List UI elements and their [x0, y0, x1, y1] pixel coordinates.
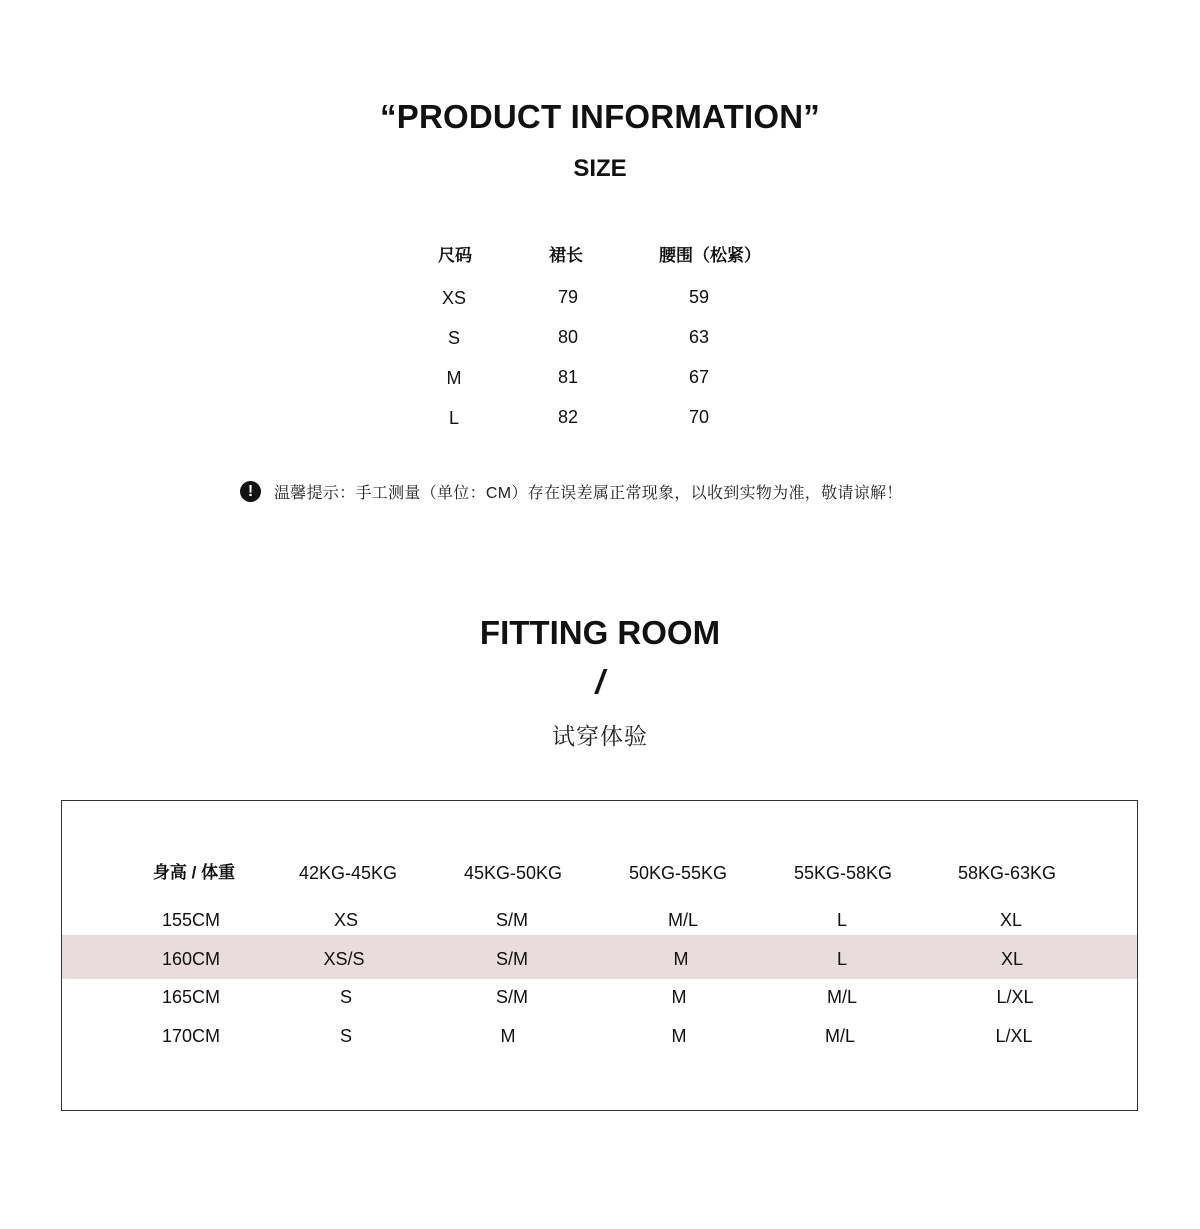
- fitting-cell: XS: [333, 910, 358, 930]
- fitting-room-divider: /: [595, 663, 605, 700]
- fitting-cell: L/XL: [995, 1026, 1033, 1046]
- fitting-cell: L: [836, 949, 847, 969]
- fitting-header-height-weight: 身高 / 体重: [152, 863, 236, 882]
- fitting-cell: 160CM: [161, 949, 221, 969]
- size-cell: 82: [557, 407, 579, 427]
- fitting-cell: M/L: [826, 987, 857, 1007]
- size-cell: 59: [688, 287, 710, 307]
- fitting-cell: 170CM: [161, 1026, 221, 1046]
- size-cell: 79: [557, 287, 579, 307]
- size-header-length: 裙长: [549, 246, 583, 265]
- fitting-cell: M: [673, 949, 689, 969]
- size-subtitle: SIZE: [573, 155, 627, 182]
- size-cell: 70: [688, 407, 710, 427]
- fitting-room-subtitle: 试穿体验: [552, 723, 648, 749]
- fitting-cell: XL: [999, 910, 1023, 930]
- fitting-header-weight: 45KG-50KG: [463, 863, 563, 883]
- size-cell: M: [446, 368, 462, 388]
- fitting-header-weight: 50KG-55KG: [628, 863, 728, 883]
- fitting-cell: S: [339, 987, 352, 1007]
- fitting-cell: M: [671, 1026, 687, 1046]
- fitting-header-weight: 58KG-63KG: [957, 863, 1057, 883]
- size-cell: 63: [688, 327, 710, 347]
- fitting-cell: L: [836, 910, 847, 930]
- size-cell: 67: [688, 367, 710, 387]
- size-cell: 80: [557, 327, 579, 347]
- measurement-notice: [240, 478, 903, 504]
- size-cell: L: [448, 408, 459, 428]
- fitting-cell: 165CM: [161, 987, 221, 1007]
- fitting-cell: S/M: [495, 949, 528, 969]
- fitting-cell: M/L: [824, 1026, 855, 1046]
- exclamation-circle-icon: !: [240, 481, 261, 502]
- size-header-waist: 腰围（松紧）: [659, 246, 761, 265]
- size-cell: 81: [557, 367, 579, 387]
- fitting-cell: XS/S: [323, 949, 365, 969]
- fitting-cell: S: [339, 1026, 352, 1046]
- fitting-cell: S/M: [495, 987, 528, 1007]
- size-header-size: 尺码: [438, 246, 472, 265]
- fitting-header-weight: 55KG-58KG: [793, 863, 893, 883]
- fitting-cell: M: [500, 1026, 516, 1046]
- fitting-cell: M/L: [667, 910, 698, 930]
- fitting-cell: S/M: [495, 910, 528, 930]
- size-cell: S: [447, 328, 460, 348]
- fitting-cell: 155CM: [161, 910, 221, 930]
- fitting-cell: XL: [1000, 949, 1024, 969]
- fitting-room-title: FITTING ROOM: [479, 614, 721, 651]
- fitting-cell: L/XL: [996, 987, 1034, 1007]
- page-title: “PRODUCT INFORMATION”: [380, 98, 820, 135]
- size-cell: XS: [441, 288, 466, 308]
- notice-text: 温馨提示：手工测量（单位：CM）存在误差属正常现象，以收到实物为准，敬请谅解！: [274, 484, 903, 502]
- fitting-header-weight: 42KG-45KG: [298, 863, 398, 883]
- fitting-cell: M: [671, 987, 687, 1007]
